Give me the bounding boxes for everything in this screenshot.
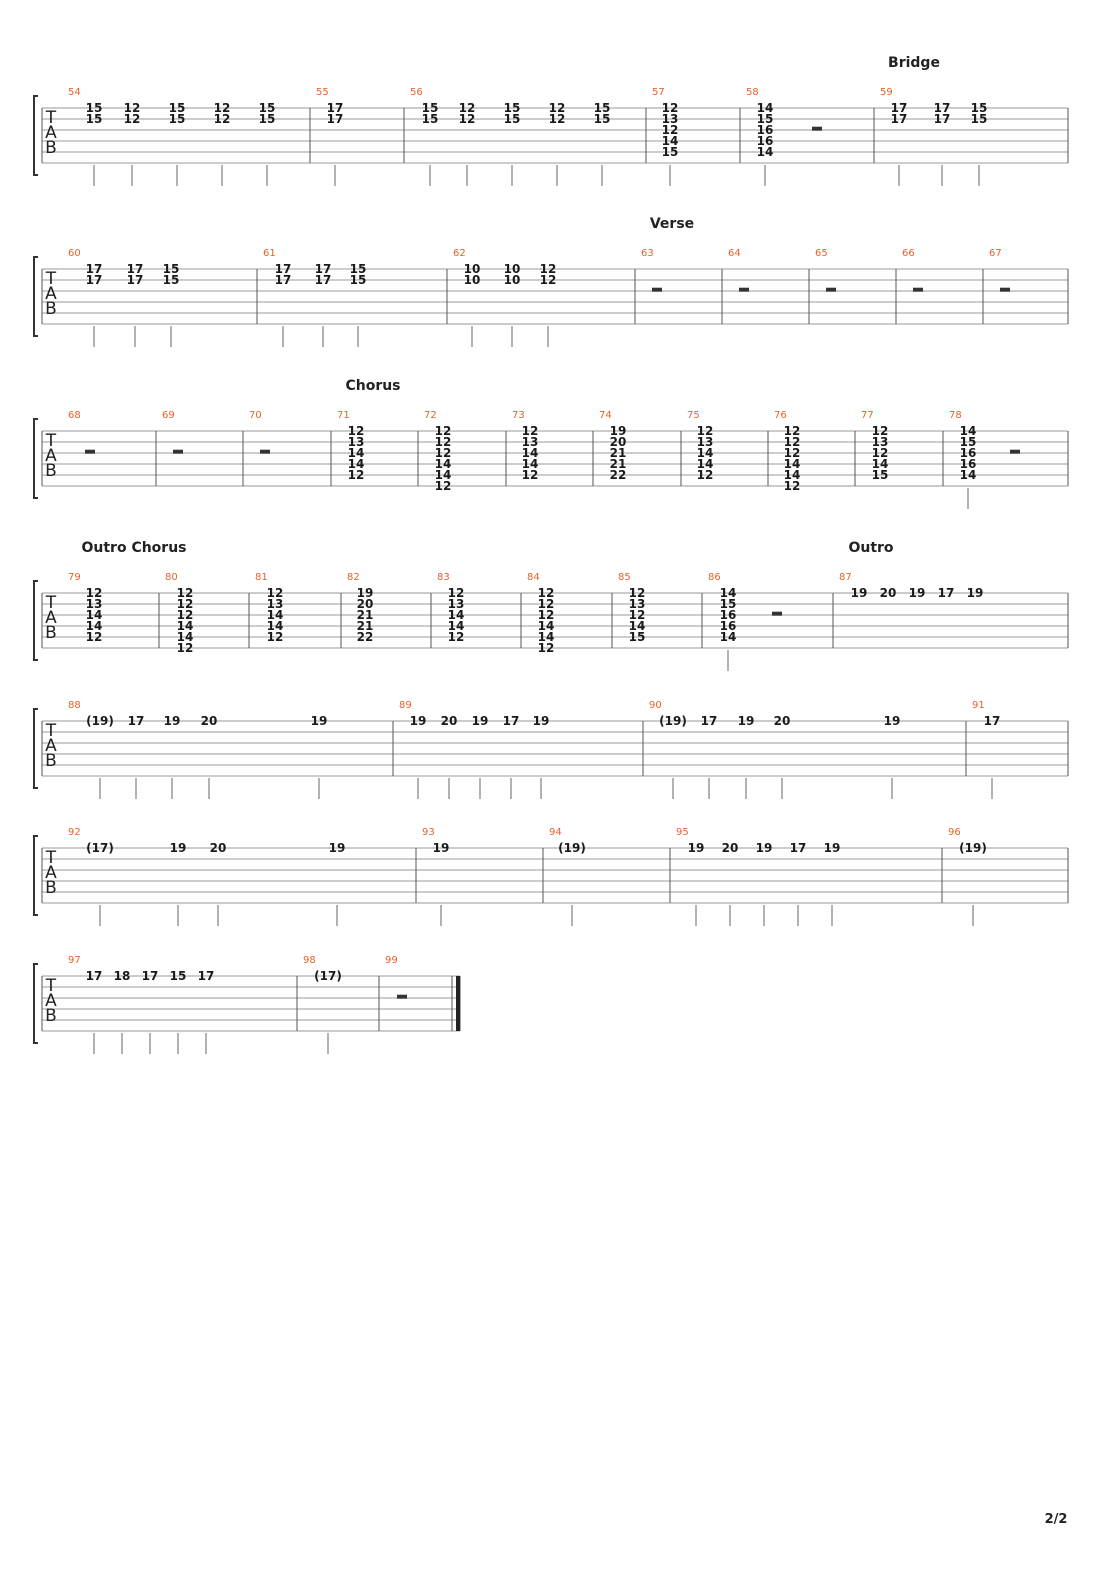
fret-number: 12 xyxy=(123,101,141,115)
fret-number: 17 xyxy=(983,714,1001,728)
tab-clef-letter: B xyxy=(45,299,57,319)
fret-number: 10 xyxy=(503,273,521,287)
tab-clef-letter: B xyxy=(45,1006,57,1026)
bar-number: 81 xyxy=(255,572,268,583)
fret-number: 17 xyxy=(314,262,332,276)
fret-number: 12 xyxy=(176,586,194,600)
fret-number: 13 xyxy=(661,112,679,126)
fret-number: 12 xyxy=(266,586,284,600)
fret-number: 19 xyxy=(328,841,346,855)
fret-number: 12 xyxy=(85,630,103,644)
fret-number: 12 xyxy=(537,597,555,611)
section-label: Bridge xyxy=(888,55,940,71)
fret-number: 12 xyxy=(696,468,714,482)
fret-number: 13 xyxy=(521,435,539,449)
fret-number: 15 xyxy=(959,435,977,449)
fret-number: 19 xyxy=(823,841,841,855)
fret-number: 12 xyxy=(434,424,452,438)
tab-clef-letter: T xyxy=(45,976,57,996)
fret-number: 12 xyxy=(213,112,231,126)
bar-number: 88 xyxy=(68,700,81,711)
fret-number: 12 xyxy=(871,446,889,460)
system-bracket xyxy=(34,964,38,1043)
bar-number: 85 xyxy=(618,572,631,583)
tab-clef-letter: B xyxy=(45,623,57,643)
fret-number: 17 xyxy=(127,714,145,728)
fret-number: 15 xyxy=(970,101,988,115)
fret-number: 15 xyxy=(169,969,187,983)
fret-number: 14 xyxy=(85,619,103,633)
fret-number: 14 xyxy=(266,619,284,633)
fret-number: 17 xyxy=(126,262,144,276)
bar-number: 79 xyxy=(68,572,81,583)
bar-number: 61 xyxy=(263,248,276,259)
fret-number: 14 xyxy=(176,630,194,644)
rest xyxy=(812,127,822,131)
fret-number: 12 xyxy=(521,468,539,482)
fret-number: 17 xyxy=(789,841,807,855)
fret-number: 15 xyxy=(85,112,103,126)
fret-number: 12 xyxy=(783,446,801,460)
fret-number: 15 xyxy=(421,101,439,115)
bar-number: 63 xyxy=(641,248,654,259)
fret-number: 17 xyxy=(326,112,344,126)
fret-number: 14 xyxy=(347,446,365,460)
fret-number: 16 xyxy=(719,619,737,633)
fret-number: 14 xyxy=(447,608,465,622)
bar-number: 56 xyxy=(410,87,423,98)
fret-number: 20 xyxy=(200,714,218,728)
fret-number: 12 xyxy=(539,262,557,276)
tab-clef-letter: T xyxy=(45,721,57,741)
bar-number: 69 xyxy=(162,410,175,421)
fret-number: 13 xyxy=(266,597,284,611)
fret-number: 12 xyxy=(696,424,714,438)
fret-number: 12 xyxy=(266,630,284,644)
tab-clef-letter: T xyxy=(45,431,57,451)
final-barline xyxy=(456,976,460,1031)
fret-number: 15 xyxy=(85,101,103,115)
fret-number: 19 xyxy=(755,841,773,855)
fret-number: 14 xyxy=(521,446,539,460)
tab-clef-letter: B xyxy=(45,138,57,158)
section-label: Outro Chorus xyxy=(81,540,187,556)
fret-number: 16 xyxy=(959,457,977,471)
fret-number: 19 xyxy=(850,586,868,600)
bar-number: 54 xyxy=(68,87,81,98)
fret-number: 14 xyxy=(783,457,801,471)
fret-number: 22 xyxy=(609,468,627,482)
fret-number: (19) xyxy=(558,841,586,855)
tab-clef-letter: A xyxy=(45,991,57,1011)
fret-number: 12 xyxy=(176,608,194,622)
fret-number: 17 xyxy=(85,262,103,276)
fret-number: 19 xyxy=(687,841,705,855)
fret-number: 12 xyxy=(458,101,476,115)
tab-clef-letter: T xyxy=(45,269,57,289)
fret-number: 14 xyxy=(661,134,679,148)
fret-number: 12 xyxy=(347,468,365,482)
bar-number: 99 xyxy=(385,955,398,966)
fret-number: 19 xyxy=(532,714,550,728)
fret-number: 12 xyxy=(123,112,141,126)
fret-number: 15 xyxy=(503,112,521,126)
fret-number: 10 xyxy=(503,262,521,276)
fret-number: 14 xyxy=(959,468,977,482)
fret-number: 14 xyxy=(176,619,194,633)
fret-number: 14 xyxy=(756,145,774,159)
fret-number: 21 xyxy=(356,608,374,622)
system-bracket xyxy=(34,96,38,175)
fret-number: (19) xyxy=(959,841,987,855)
fret-number: 12 xyxy=(537,586,555,600)
fret-number: 12 xyxy=(347,424,365,438)
fret-number: 14 xyxy=(447,619,465,633)
rest xyxy=(772,612,782,616)
fret-number: 16 xyxy=(756,123,774,137)
fret-number: 12 xyxy=(628,586,646,600)
fret-number: 15 xyxy=(349,273,367,287)
tab-clef-letter: A xyxy=(45,863,57,883)
fret-number: 15 xyxy=(168,112,186,126)
fret-number: 19 xyxy=(883,714,901,728)
fret-number: 13 xyxy=(628,597,646,611)
rest xyxy=(1000,288,1010,292)
tab-clef-letter: A xyxy=(45,284,57,304)
fret-number: 12 xyxy=(661,123,679,137)
bar-number: 59 xyxy=(880,87,893,98)
fret-number: 22 xyxy=(356,630,374,644)
fret-number: 20 xyxy=(773,714,791,728)
bar-number: 83 xyxy=(437,572,450,583)
fret-number: 20 xyxy=(721,841,739,855)
fret-number: 19 xyxy=(737,714,755,728)
fret-number: 17 xyxy=(126,273,144,287)
rest xyxy=(260,450,270,454)
bar-number: 66 xyxy=(902,248,915,259)
section-label: Verse xyxy=(649,216,695,232)
bar-number: 74 xyxy=(599,410,612,421)
fret-number: 12 xyxy=(661,101,679,115)
fret-number: 15 xyxy=(162,262,180,276)
rest xyxy=(1010,450,1020,454)
fret-number: 17 xyxy=(85,969,103,983)
fret-number: 14 xyxy=(266,608,284,622)
fret-number: 12 xyxy=(539,273,557,287)
fret-number: 16 xyxy=(756,134,774,148)
system-bracket xyxy=(34,581,38,660)
fret-number: 14 xyxy=(871,457,889,471)
fret-number: 12 xyxy=(548,101,566,115)
fret-number: 13 xyxy=(85,597,103,611)
fret-number: 14 xyxy=(628,619,646,633)
bar-number: 68 xyxy=(68,410,81,421)
tab-clef-letter: T xyxy=(45,593,57,613)
bar-number: 64 xyxy=(728,248,741,259)
fret-number: 14 xyxy=(719,630,737,644)
fret-number: 19 xyxy=(310,714,328,728)
fret-number: 17 xyxy=(314,273,332,287)
bar-number: 82 xyxy=(347,572,360,583)
fret-number: 19 xyxy=(432,841,450,855)
fret-number: 15 xyxy=(593,112,611,126)
fret-number: 14 xyxy=(347,457,365,471)
fret-number: 19 xyxy=(908,586,926,600)
bar-number: 80 xyxy=(165,572,178,583)
fret-number: 20 xyxy=(879,586,897,600)
fret-number: 15 xyxy=(421,112,439,126)
bar-number: 70 xyxy=(249,410,262,421)
fret-number: 19 xyxy=(169,841,187,855)
fret-number: 15 xyxy=(503,101,521,115)
rest xyxy=(85,450,95,454)
fret-number: 17 xyxy=(197,969,215,983)
fret-number: 14 xyxy=(537,630,555,644)
fret-number: 16 xyxy=(959,446,977,460)
fret-number: 14 xyxy=(959,424,977,438)
fret-number: 17 xyxy=(937,586,955,600)
page-number: 2/2 xyxy=(1044,1512,1068,1527)
fret-number: 20 xyxy=(356,597,374,611)
bar-number: 94 xyxy=(549,827,562,838)
fret-number: 17 xyxy=(274,273,292,287)
fret-number: 14 xyxy=(537,619,555,633)
fret-number: 15 xyxy=(258,101,276,115)
fret-number: 12 xyxy=(176,597,194,611)
tab-clef-letter: T xyxy=(45,848,57,868)
tab-clef-letter: A xyxy=(45,608,57,628)
fret-number: 19 xyxy=(471,714,489,728)
fret-number: 13 xyxy=(871,435,889,449)
fret-number: 17 xyxy=(141,969,159,983)
fret-number: 12 xyxy=(871,424,889,438)
fret-number: (17) xyxy=(314,969,342,983)
fret-number: 12 xyxy=(447,630,465,644)
bar-number: 86 xyxy=(708,572,721,583)
fret-number: 20 xyxy=(209,841,227,855)
bar-number: 58 xyxy=(746,87,759,98)
fret-number: 15 xyxy=(756,112,774,126)
bar-number: 96 xyxy=(948,827,961,838)
fret-number: 13 xyxy=(696,435,714,449)
fret-number: 14 xyxy=(85,608,103,622)
fret-number: 15 xyxy=(719,597,737,611)
bar-number: 98 xyxy=(303,955,316,966)
fret-number: 12 xyxy=(537,641,555,655)
bar-number: 87 xyxy=(839,572,852,583)
fret-number: 19 xyxy=(609,424,627,438)
fret-number: 12 xyxy=(783,479,801,493)
fret-number: 10 xyxy=(463,262,481,276)
fret-number: 12 xyxy=(548,112,566,126)
section-label: Chorus xyxy=(345,378,401,394)
bar-number: 57 xyxy=(652,87,665,98)
fret-number: 17 xyxy=(700,714,718,728)
bar-number: 92 xyxy=(68,827,81,838)
fret-number: 12 xyxy=(447,586,465,600)
fret-number: 14 xyxy=(434,468,452,482)
fret-number: 15 xyxy=(628,630,646,644)
fret-number: 15 xyxy=(593,101,611,115)
fret-number: 12 xyxy=(458,112,476,126)
system-bracket xyxy=(34,257,38,336)
system-bracket xyxy=(34,836,38,915)
fret-number: 12 xyxy=(434,446,452,460)
tab-clef-letter: A xyxy=(45,736,57,756)
fret-number: 17 xyxy=(502,714,520,728)
fret-number: 17 xyxy=(85,273,103,287)
bar-number: 91 xyxy=(972,700,985,711)
fret-number: 15 xyxy=(661,145,679,159)
rest xyxy=(739,288,749,292)
fret-number: 17 xyxy=(890,101,908,115)
fret-number: 12 xyxy=(628,608,646,622)
tab-clef-letter: B xyxy=(45,878,57,898)
bar-number: 62 xyxy=(453,248,466,259)
bar-number: 71 xyxy=(337,410,350,421)
fret-number: 19 xyxy=(409,714,427,728)
fret-number: 20 xyxy=(609,435,627,449)
bar-number: 97 xyxy=(68,955,81,966)
tab-clef-letter: B xyxy=(45,461,57,481)
fret-number: 17 xyxy=(890,112,908,126)
fret-number: 14 xyxy=(783,468,801,482)
bar-number: 95 xyxy=(676,827,689,838)
fret-number: 12 xyxy=(783,435,801,449)
bar-number: 76 xyxy=(774,410,787,421)
fret-number: 21 xyxy=(609,457,627,471)
rest xyxy=(652,288,662,292)
fret-number: 15 xyxy=(168,101,186,115)
fret-number: 15 xyxy=(258,112,276,126)
fret-number: 18 xyxy=(113,969,131,983)
bar-number: 72 xyxy=(424,410,437,421)
bar-number: 89 xyxy=(399,700,412,711)
fret-number: 20 xyxy=(440,714,458,728)
fret-number: 12 xyxy=(85,586,103,600)
tab-clef-letter: T xyxy=(45,108,57,128)
fret-number: 12 xyxy=(521,424,539,438)
fret-number: 17 xyxy=(933,112,951,126)
fret-number: 14 xyxy=(696,457,714,471)
fret-number: 14 xyxy=(719,586,737,600)
fret-number: 13 xyxy=(447,597,465,611)
rest xyxy=(173,450,183,454)
bar-number: 60 xyxy=(68,248,81,259)
fret-number: 12 xyxy=(213,101,231,115)
fret-number: 13 xyxy=(347,435,365,449)
fret-number: 15 xyxy=(349,262,367,276)
rest xyxy=(826,288,836,292)
fret-number: 15 xyxy=(970,112,988,126)
fret-number: 17 xyxy=(933,101,951,115)
bar-number: 77 xyxy=(861,410,874,421)
fret-number: 17 xyxy=(274,262,292,276)
bar-number: 84 xyxy=(527,572,540,583)
fret-number: 16 xyxy=(719,608,737,622)
fret-number: (19) xyxy=(659,714,687,728)
fret-number: 21 xyxy=(609,446,627,460)
fret-number: 12 xyxy=(783,424,801,438)
bar-number: 55 xyxy=(316,87,329,98)
bar-number: 78 xyxy=(949,410,962,421)
fret-number: 17 xyxy=(326,101,344,115)
fret-number: 10 xyxy=(463,273,481,287)
rest xyxy=(913,288,923,292)
fret-number: 14 xyxy=(756,101,774,115)
bar-number: 93 xyxy=(422,827,435,838)
fret-number: 14 xyxy=(521,457,539,471)
fret-number: 19 xyxy=(966,586,984,600)
fret-number: 12 xyxy=(434,435,452,449)
tab-clef-letter: A xyxy=(45,123,57,143)
bar-number: 67 xyxy=(989,248,1002,259)
tab-clef-letter: A xyxy=(45,446,57,466)
rest xyxy=(397,995,407,999)
system-bracket xyxy=(34,709,38,788)
bar-number: 65 xyxy=(815,248,828,259)
bar-number: 73 xyxy=(512,410,525,421)
fret-number: 19 xyxy=(356,586,374,600)
fret-number: 12 xyxy=(537,608,555,622)
fret-number: 12 xyxy=(176,641,194,655)
fret-number: (19) xyxy=(86,714,114,728)
fret-number: 15 xyxy=(871,468,889,482)
bar-number: 90 xyxy=(649,700,662,711)
system-bracket xyxy=(34,419,38,498)
fret-number: 15 xyxy=(162,273,180,287)
fret-number: 21 xyxy=(356,619,374,633)
fret-number: 14 xyxy=(434,457,452,471)
section-label: Outro xyxy=(848,540,894,556)
fret-number: 14 xyxy=(696,446,714,460)
fret-number: 19 xyxy=(163,714,181,728)
bar-number: 75 xyxy=(687,410,700,421)
fret-number: (17) xyxy=(86,841,114,855)
fret-number: 12 xyxy=(434,479,452,493)
tab-clef-letter: B xyxy=(45,751,57,771)
